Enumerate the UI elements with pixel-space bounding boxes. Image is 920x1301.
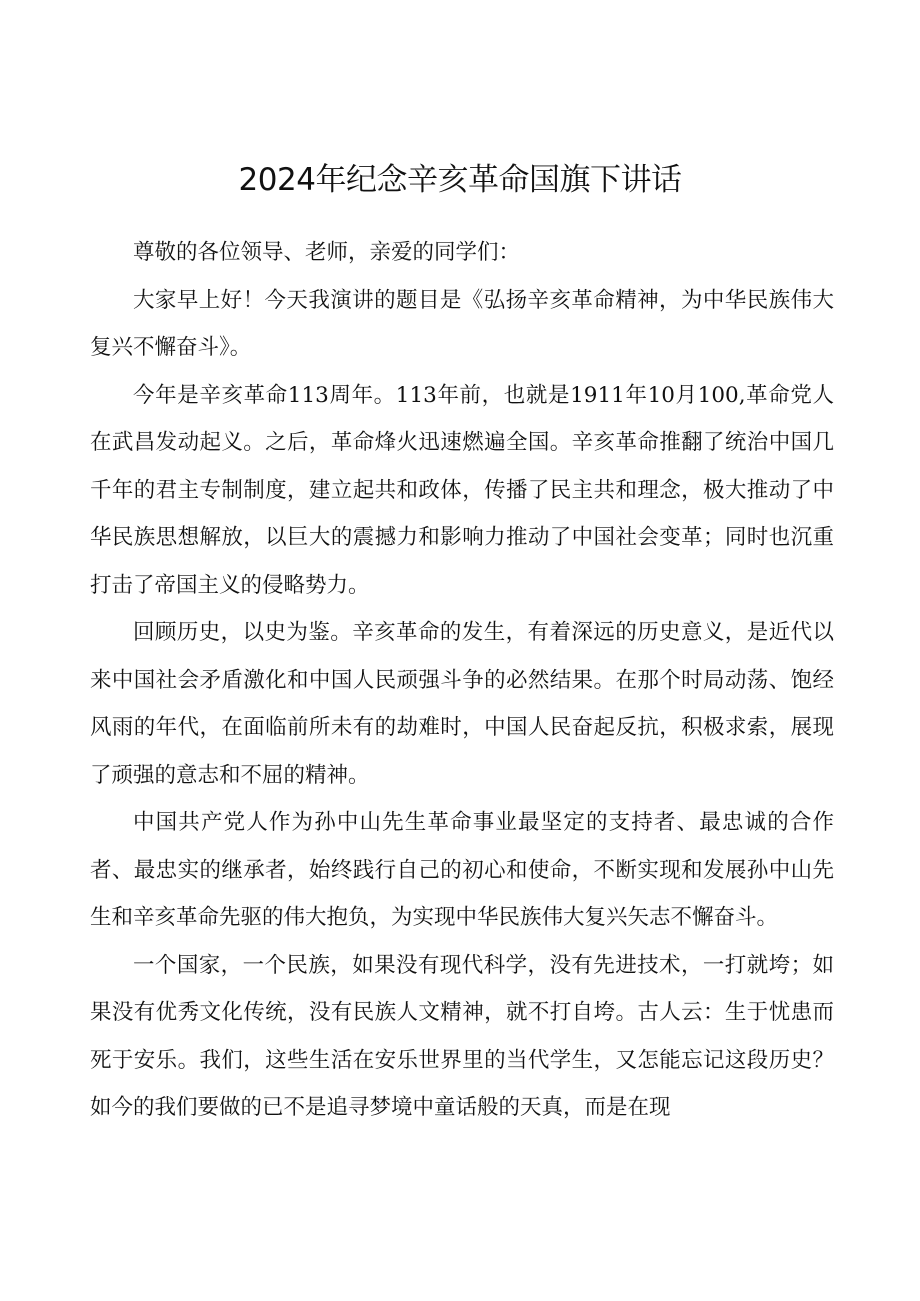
paragraph-intro: 大家早上好！今天我演讲的题目是《弘扬辛亥革命精神，为中华民族伟大复兴不懈奋斗》。 [90,287,834,360]
page-title: 2024年纪念辛亥革命国旗下讲话 [238,162,682,198]
paragraph-party: 中国共产党人作为孙中山先生革命事业最坚定的支持者、最忠诚的合作者、最忠实的继承者，始终践行自己的初心和使命，不断实现和发展孙中山先生和辛亥革命先驱的伟大抱负，为实现中华民族伟大复兴矢志不懈奋斗。 [90,810,834,930]
paragraph-history: 回顾历史，以史为鉴。辛亥革命的发生，有着深远的历史意义，是近代以来中国社会矛盾激化和中国人民顽强斗争的必然结果。在那个时局动荡、饱经风雨的年代，在面临前所未有的劫难时，中国人民奋起反抗，积极求索，展现了顽强的意志和不屈的精神。 [90,620,834,788]
speech-body [90,229,834,1132]
paragraph-greeting: 尊敬的各位领导、老师，亲爱的同学们： [133,240,521,265]
paragraph-anniversary: 今年是辛亥革命113周年。113年前，也就是1911年10月100,革命党人在武昌发动起义。之后，革命烽火迅速燃遍全国。辛亥革命推翻了统治中国几千年的君主专制制度，建立起共和政体，传播了民主共和理念，极大推动了中华民族思想解放，以巨大的震撼力和影响力推动了中国社会变革；同时也沉重打击了帝国主义的侵略势力。 [90,382,834,598]
paragraph-nation: 一个国家，一个民族，如果没有现代科学，没有先进技术，一打就垮；如果没有优秀文化传统，没有民族人文精神，就不打自垮。古人云：生于忧患而死于安乐。我们，这些生活在安乐世界里的当代学生，又怎能忘记这段历史？如今的我们要做的已不是追寻梦境中童话般的天真，而是在现 [90,952,834,1120]
